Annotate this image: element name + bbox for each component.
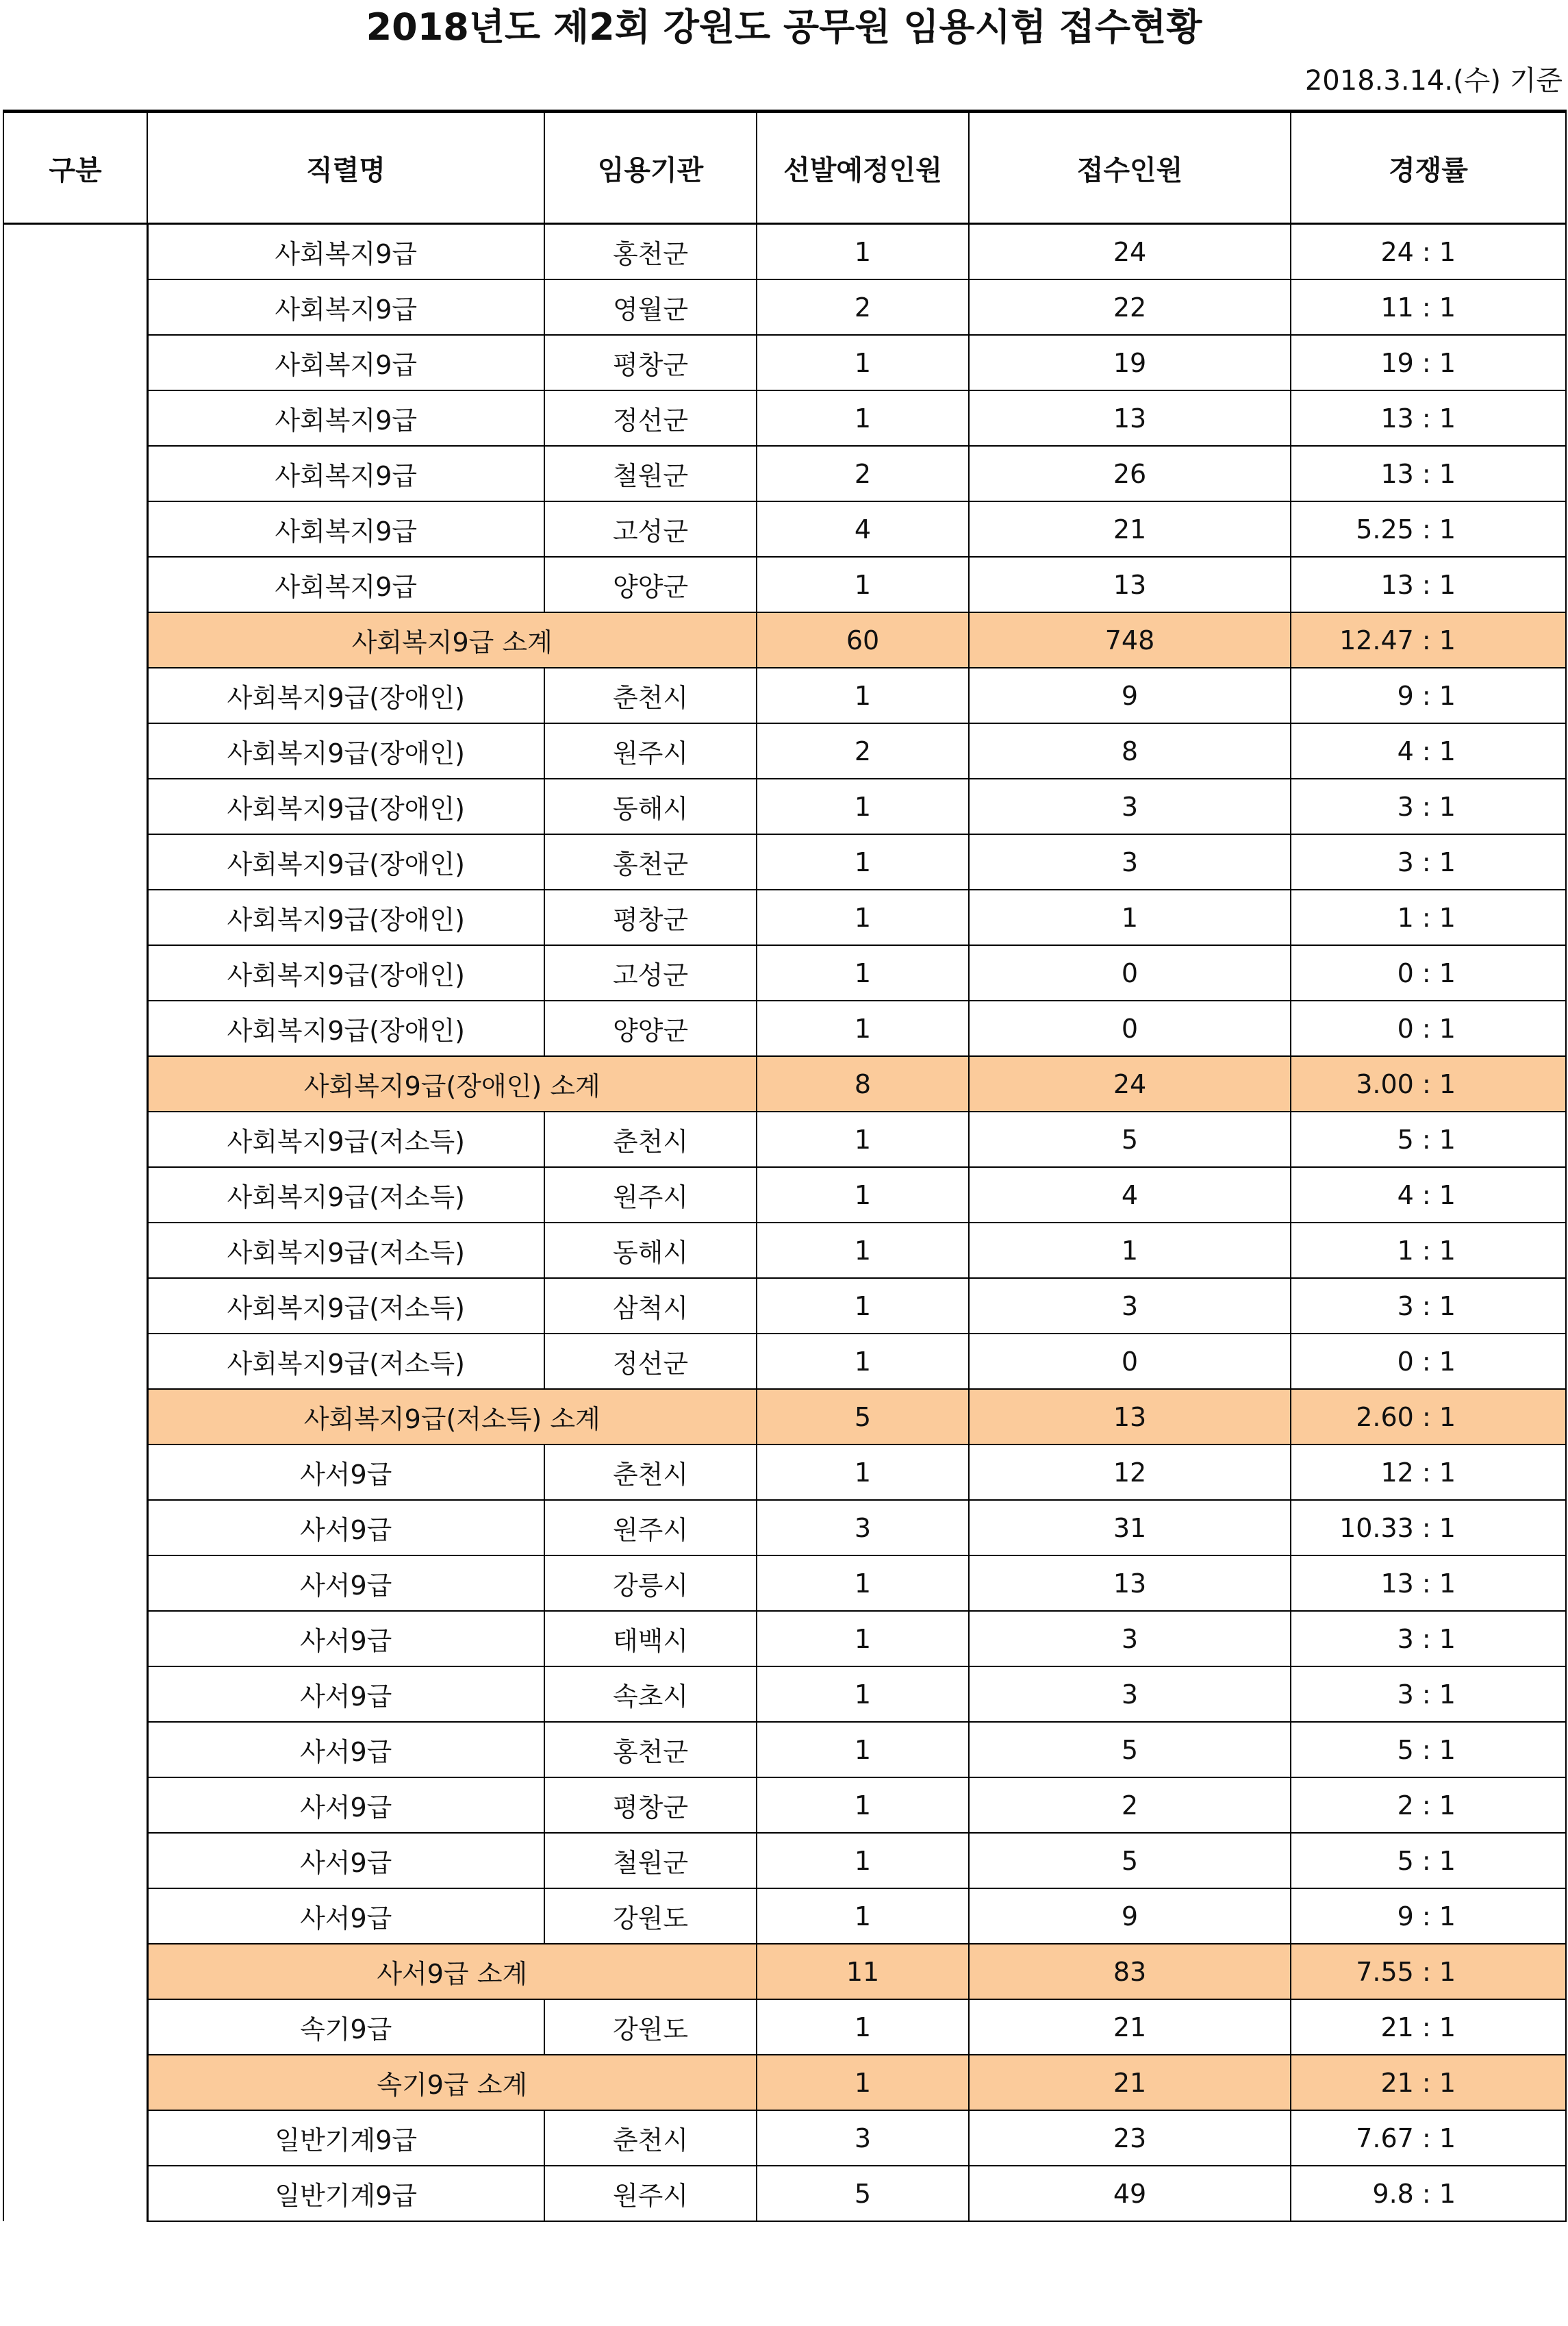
hiring-agency: 영월군	[544, 279, 757, 335]
competition-rate: 9.8 : 1	[1291, 2166, 1566, 2221]
applicant-count: 8	[969, 723, 1291, 779]
category-cell	[3, 1001, 147, 1056]
planned-count: 1	[757, 1777, 969, 1833]
hiring-agency: 양양군	[544, 557, 757, 612]
table-row	[3, 279, 1566, 335]
competition-rate: 5 : 1	[1291, 1112, 1566, 1167]
competition-rate: 1 : 1	[1291, 1223, 1566, 1278]
category-cell	[3, 1722, 147, 1777]
competition-rate: 3 : 1	[1291, 834, 1566, 890]
table-row	[3, 224, 1566, 280]
table-row	[3, 557, 1566, 612]
subtotal-row	[3, 612, 1566, 668]
competition-rate: 0 : 1	[1291, 1334, 1566, 1389]
planned-count: 1	[757, 1611, 969, 1666]
category-cell	[3, 1777, 147, 1833]
applicant-count: 9	[969, 668, 1291, 723]
planned-count: 1	[757, 1999, 969, 2055]
competition-rate: 13 : 1	[1291, 446, 1566, 501]
applicant-count: 9	[969, 1888, 1291, 1944]
planned-count: 2	[757, 723, 969, 779]
category-cell	[3, 1112, 147, 1167]
competition-rate: 13 : 1	[1291, 1555, 1566, 1611]
subtotal-label: 사회복지9급(장애인) 소계	[147, 1056, 757, 1112]
applicant-count: 3	[969, 1611, 1291, 1666]
applicant-count: 13	[969, 1389, 1291, 1445]
hiring-agency: 홍천군	[544, 834, 757, 890]
applicant-count: 3	[969, 1278, 1291, 1334]
planned-count: 11	[757, 1944, 969, 1999]
applicant-count: 19	[969, 335, 1291, 390]
hiring-agency: 속초시	[544, 1666, 757, 1722]
category-cell	[3, 1334, 147, 1389]
job-series: 사서9급	[147, 1722, 544, 1777]
page-title: 2018년도 제2회 강원도 공무원 임용시험 접수현황	[366, 5, 1202, 49]
planned-count: 1	[757, 834, 969, 890]
table-row	[3, 1611, 1566, 1666]
planned-count: 60	[757, 612, 969, 668]
planned-count: 1	[757, 1445, 969, 1500]
job-series: 사서9급	[147, 1500, 544, 1555]
table-row	[3, 1001, 1566, 1056]
job-series: 사회복지9급(장애인)	[147, 779, 544, 834]
job-series: 사회복지9급(저소득)	[147, 1223, 544, 1278]
job-series: 사회복지9급	[147, 557, 544, 612]
subtotal-row	[3, 1056, 1566, 1112]
table-row	[3, 723, 1566, 779]
planned-count: 1	[757, 1223, 969, 1278]
planned-count: 1	[757, 1888, 969, 1944]
table-row	[3, 2110, 1566, 2166]
table-row	[3, 834, 1566, 890]
planned-count: 5	[757, 1389, 969, 1445]
category-cell	[3, 390, 147, 446]
hiring-agency: 평창군	[544, 890, 757, 945]
job-series: 사회복지9급	[147, 446, 544, 501]
hiring-agency: 정선군	[544, 390, 757, 446]
column-header: 선발예정인원	[757, 112, 969, 224]
applicant-count: 24	[969, 1056, 1291, 1112]
applicant-count: 1	[969, 1223, 1291, 1278]
column-header: 경쟁률	[1291, 112, 1566, 224]
hiring-agency: 고성군	[544, 945, 757, 1001]
subtotal-label: 사회복지9급 소계	[147, 612, 757, 668]
table-row	[3, 1999, 1566, 2055]
competition-rate: 3.00 : 1	[1291, 1056, 1566, 1112]
hiring-agency: 춘천시	[544, 1445, 757, 1500]
table-row	[3, 1500, 1566, 1555]
category-cell	[3, 834, 147, 890]
table-body	[3, 224, 1566, 2222]
table-row	[3, 1722, 1566, 1777]
hiring-agency: 평창군	[544, 1777, 757, 1833]
applicant-count: 3	[969, 779, 1291, 834]
job-series: 사회복지9급(장애인)	[147, 945, 544, 1001]
table-row	[3, 1833, 1566, 1888]
planned-count: 1	[757, 1722, 969, 1777]
hiring-agency: 춘천시	[544, 2110, 757, 2166]
competition-rate: 5.25 : 1	[1291, 501, 1566, 557]
category-cell	[3, 1445, 147, 1500]
job-series: 사서9급	[147, 1611, 544, 1666]
column-header: 임용기관	[544, 112, 757, 224]
applicant-count: 0	[969, 1001, 1291, 1056]
planned-count: 1	[757, 1278, 969, 1334]
applicant-count: 13	[969, 557, 1291, 612]
hiring-agency: 춘천시	[544, 1112, 757, 1167]
category-cell	[3, 723, 147, 779]
category-cell	[3, 1389, 147, 1445]
table-row	[3, 779, 1566, 834]
table-row	[3, 1555, 1566, 1611]
category-cell	[3, 1167, 147, 1223]
planned-count: 1	[757, 224, 969, 280]
planned-count: 3	[757, 1500, 969, 1555]
applicant-count: 21	[969, 501, 1291, 557]
hiring-agency: 강원도	[544, 1999, 757, 2055]
table-row	[3, 2166, 1566, 2221]
category-cell	[3, 945, 147, 1001]
job-series: 사서9급	[147, 1833, 544, 1888]
category-cell	[3, 1056, 147, 1112]
category-cell	[3, 779, 147, 834]
applicant-count: 22	[969, 279, 1291, 335]
planned-count: 1	[757, 1167, 969, 1223]
applicant-count: 0	[969, 1334, 1291, 1389]
planned-count: 1	[757, 1555, 969, 1611]
applicant-count: 21	[969, 2055, 1291, 2110]
planned-count: 1	[757, 390, 969, 446]
planned-count: 2	[757, 279, 969, 335]
competition-rate: 19 : 1	[1291, 335, 1566, 390]
competition-rate: 3 : 1	[1291, 1611, 1566, 1666]
table-header-row	[3, 112, 1566, 224]
category-cell	[3, 557, 147, 612]
hiring-agency: 강릉시	[544, 1555, 757, 1611]
table-row	[3, 945, 1566, 1001]
hiring-agency: 태백시	[544, 1611, 757, 1666]
category-cell	[3, 335, 147, 390]
competition-rate: 0 : 1	[1291, 945, 1566, 1001]
planned-count: 1	[757, 779, 969, 834]
table-row	[3, 1666, 1566, 1722]
job-series: 사회복지9급(장애인)	[147, 890, 544, 945]
hiring-agency: 원주시	[544, 1167, 757, 1223]
planned-count: 3	[757, 2110, 969, 2166]
planned-count: 1	[757, 668, 969, 723]
as-of-date: 2018.3.14.(수) 기준	[1304, 65, 1563, 97]
job-series: 사서9급	[147, 1555, 544, 1611]
subtotal-row	[3, 1389, 1566, 1445]
applicant-count: 3	[969, 834, 1291, 890]
hiring-agency: 원주시	[544, 2166, 757, 2221]
hiring-agency: 고성군	[544, 501, 757, 557]
table-row	[3, 668, 1566, 723]
category-cell	[3, 1999, 147, 2055]
applications-table	[3, 110, 1567, 2222]
competition-rate: 10.33 : 1	[1291, 1500, 1566, 1555]
category-cell	[3, 501, 147, 557]
applicant-count: 21	[969, 1999, 1291, 2055]
category-cell	[3, 1888, 147, 1944]
planned-count: 2	[757, 446, 969, 501]
category-cell	[3, 1944, 147, 1999]
competition-rate: 2 : 1	[1291, 1777, 1566, 1833]
hiring-agency: 정선군	[544, 1334, 757, 1389]
hiring-agency: 원주시	[544, 1500, 757, 1555]
competition-rate: 1 : 1	[1291, 890, 1566, 945]
competition-rate: 5 : 1	[1291, 1833, 1566, 1888]
hiring-agency: 홍천군	[544, 224, 757, 280]
planned-count: 1	[757, 2055, 969, 2110]
competition-rate: 12 : 1	[1291, 1445, 1566, 1500]
competition-rate: 24 : 1	[1291, 224, 1566, 280]
category-cell	[3, 1500, 147, 1555]
table-row	[3, 1278, 1566, 1334]
job-series: 사회복지9급(저소득)	[147, 1112, 544, 1167]
applicant-count: 26	[969, 446, 1291, 501]
category-cell	[3, 2110, 147, 2166]
planned-count: 1	[757, 1666, 969, 1722]
category-cell	[3, 612, 147, 668]
job-series: 사회복지9급	[147, 335, 544, 390]
subtotal-row	[3, 2055, 1566, 2110]
category-cell	[3, 224, 147, 280]
subtotal-label: 사회복지9급(저소득) 소계	[147, 1389, 757, 1445]
table-row	[3, 446, 1566, 501]
subtotal-row	[3, 1944, 1566, 1999]
planned-count: 4	[757, 501, 969, 557]
table-row	[3, 1112, 1566, 1167]
category-cell	[3, 1611, 147, 1666]
competition-rate: 3 : 1	[1291, 1278, 1566, 1334]
job-series: 사서9급	[147, 1445, 544, 1500]
competition-rate: 21 : 1	[1291, 1999, 1566, 2055]
job-series: 일반기계9급	[147, 2166, 544, 2221]
table-row	[3, 1445, 1566, 1500]
category-cell	[3, 2166, 147, 2221]
job-series: 사회복지9급	[147, 501, 544, 557]
category-cell	[3, 1833, 147, 1888]
hiring-agency: 동해시	[544, 1223, 757, 1278]
planned-count: 1	[757, 1833, 969, 1888]
applicant-count: 12	[969, 1445, 1291, 1500]
planned-count: 1	[757, 1001, 969, 1056]
hiring-agency: 평창군	[544, 335, 757, 390]
hiring-agency: 강원도	[544, 1888, 757, 1944]
competition-rate: 11 : 1	[1291, 279, 1566, 335]
planned-count: 1	[757, 1112, 969, 1167]
competition-rate: 7.55 : 1	[1291, 1944, 1566, 1999]
competition-rate: 3 : 1	[1291, 779, 1566, 834]
applicant-count: 3	[969, 1666, 1291, 1722]
column-header: 접수인원	[969, 112, 1291, 224]
job-series: 속기9급	[147, 1999, 544, 2055]
job-series: 사회복지9급(장애인)	[147, 668, 544, 723]
job-series: 사회복지9급	[147, 390, 544, 446]
job-series: 사회복지9급(저소득)	[147, 1167, 544, 1223]
table-row	[3, 1334, 1566, 1389]
planned-count: 1	[757, 945, 969, 1001]
applicant-count: 49	[969, 2166, 1291, 2221]
competition-rate: 9 : 1	[1291, 1888, 1566, 1944]
planned-count: 1	[757, 890, 969, 945]
applicant-count: 23	[969, 2110, 1291, 2166]
competition-rate: 5 : 1	[1291, 1722, 1566, 1777]
table-row	[3, 890, 1566, 945]
category-cell	[3, 2055, 147, 2110]
job-series: 사회복지9급(저소득)	[147, 1278, 544, 1334]
table-row	[3, 1888, 1566, 1944]
category-cell	[3, 668, 147, 723]
planned-count: 1	[757, 557, 969, 612]
category-cell	[3, 890, 147, 945]
job-series: 사서9급	[147, 1888, 544, 1944]
column-header: 구분	[3, 112, 147, 224]
job-series: 일반기계9급	[147, 2110, 544, 2166]
competition-rate: 12.47 : 1	[1291, 612, 1566, 668]
category-cell	[3, 1555, 147, 1611]
job-series: 사회복지9급(장애인)	[147, 834, 544, 890]
planned-count: 1	[757, 335, 969, 390]
applicant-count: 0	[969, 945, 1291, 1001]
competition-rate: 3 : 1	[1291, 1666, 1566, 1722]
hiring-agency: 원주시	[544, 723, 757, 779]
job-series: 사회복지9급(장애인)	[147, 723, 544, 779]
table-row	[3, 390, 1566, 446]
subtotal-label: 속기9급 소계	[147, 2055, 757, 2110]
job-series: 사회복지9급(장애인)	[147, 1001, 544, 1056]
competition-rate: 2.60 : 1	[1291, 1389, 1566, 1445]
hiring-agency: 홍천군	[544, 1722, 757, 1777]
job-series: 사회복지9급(저소득)	[147, 1334, 544, 1389]
competition-rate: 13 : 1	[1291, 390, 1566, 446]
competition-rate: 4 : 1	[1291, 1167, 1566, 1223]
column-header: 직렬명	[147, 112, 544, 224]
competition-rate: 0 : 1	[1291, 1001, 1566, 1056]
table-row	[3, 1777, 1566, 1833]
category-cell	[3, 1223, 147, 1278]
applicant-count: 24	[969, 224, 1291, 280]
table-row	[3, 1167, 1566, 1223]
hiring-agency: 철원군	[544, 446, 757, 501]
applicant-count: 5	[969, 1722, 1291, 1777]
competition-rate: 7.67 : 1	[1291, 2110, 1566, 2166]
hiring-agency: 춘천시	[544, 668, 757, 723]
hiring-agency: 동해시	[544, 779, 757, 834]
category-cell	[3, 446, 147, 501]
competition-rate: 13 : 1	[1291, 557, 1566, 612]
hiring-agency: 삼척시	[544, 1278, 757, 1334]
applicant-count: 5	[969, 1112, 1291, 1167]
table-row	[3, 1223, 1566, 1278]
competition-rate: 9 : 1	[1291, 668, 1566, 723]
job-series: 사서9급	[147, 1777, 544, 1833]
applicant-count: 83	[969, 1944, 1291, 1999]
hiring-agency: 양양군	[544, 1001, 757, 1056]
job-series: 사서9급	[147, 1666, 544, 1722]
applicant-count: 13	[969, 1555, 1291, 1611]
applicant-count: 2	[969, 1777, 1291, 1833]
category-cell	[3, 1278, 147, 1334]
planned-count: 5	[757, 2166, 969, 2221]
planned-count: 8	[757, 1056, 969, 1112]
subtotal-label: 사서9급 소계	[147, 1944, 757, 1999]
hiring-agency: 철원군	[544, 1833, 757, 1888]
planned-count: 1	[757, 1334, 969, 1389]
category-cell	[3, 279, 147, 335]
applicant-count: 31	[969, 1500, 1291, 1555]
job-series: 사회복지9급	[147, 224, 544, 280]
applicant-count: 748	[969, 612, 1291, 668]
competition-rate: 21 : 1	[1291, 2055, 1566, 2110]
applicant-count: 5	[969, 1833, 1291, 1888]
applicant-count: 13	[969, 390, 1291, 446]
applicant-count: 1	[969, 890, 1291, 945]
table-row	[3, 501, 1566, 557]
table-row	[3, 335, 1566, 390]
applicant-count: 4	[969, 1167, 1291, 1223]
job-series: 사회복지9급	[147, 279, 544, 335]
competition-rate: 4 : 1	[1291, 723, 1566, 779]
category-cell	[3, 1666, 147, 1722]
